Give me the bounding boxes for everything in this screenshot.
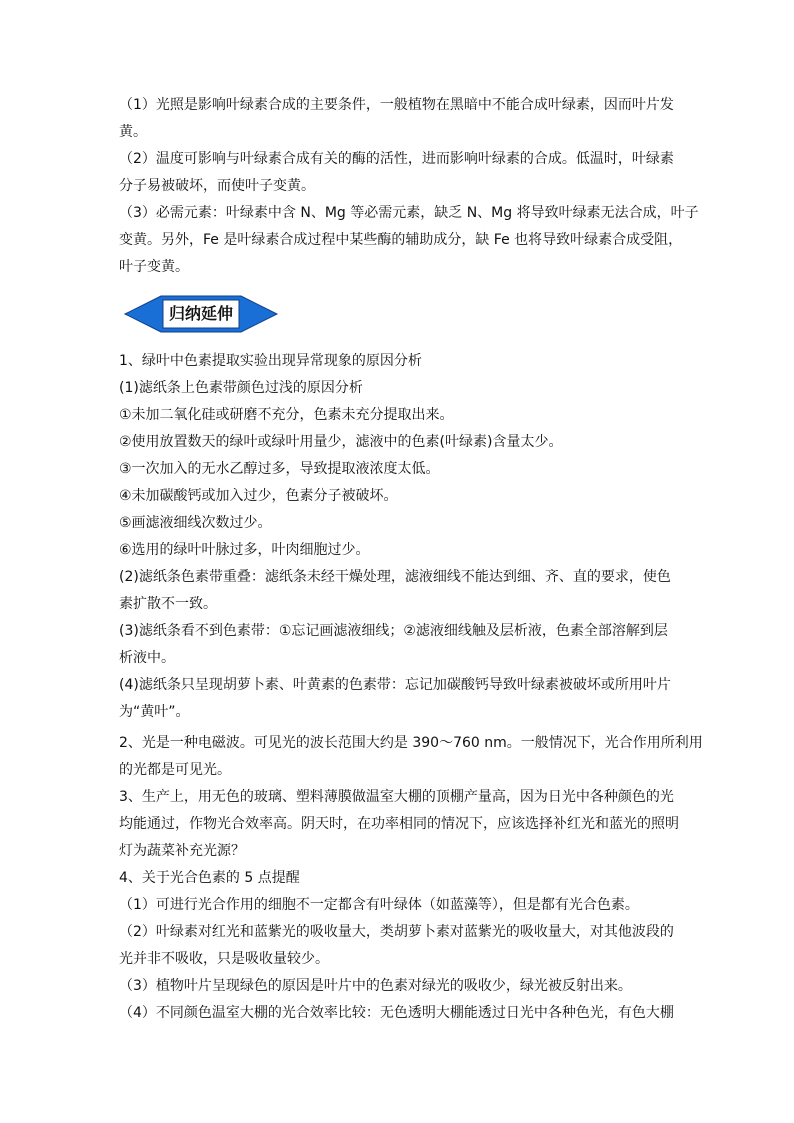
text-line: (1)滤纸条上色素带颜色过浅的原因分析 (119, 380, 363, 396)
text-line: (2)滤纸条色素带重叠：滤纸条未经干燥处理，滤液细线不能达到细、齐、直的要求，使色 (119, 569, 671, 585)
text-line: 2、光是一种电磁波。可见光的波长范围大约是 390～760 nm。一般情况下，光合作用所利用 (119, 735, 703, 751)
text-line: 叶子变黄。 (119, 259, 189, 275)
text-line: 1、绿叶中色素提取实验出现异常现象的原因分析 (119, 353, 422, 369)
text-line: ③一次加入的无水乙醇过多，导致提取液浓度太低。 (119, 461, 440, 477)
text-line: 分子易被破坏，而使叶子变黄。 (119, 178, 315, 194)
text-line: (4)滤纸条只呈现胡萝卜素、叶黄素的色素带：忘记加碳酸钙导致叶绿素被破坏或所用叶片 (119, 677, 671, 693)
text-line: （3）植物叶片呈现绿色的原因是叶片中的色素对绿光的吸收少，绿光被反射出来。 (119, 978, 632, 994)
text-line: （4）不同颜色温室大棚的光合效率比较：无色透明大棚能透过日光中各种色光，有色大棚 (119, 1005, 674, 1021)
banner-label: 归纳延伸 (168, 304, 233, 323)
text-line: （1）可进行光合作用的细胞不一定都含有叶绿体（如蓝藻等），但是都有光合色素。 (119, 897, 639, 913)
text-line: ⑤画滤液细线次数过少。 (119, 515, 272, 531)
text-line: 的光都是可见光。 (119, 762, 231, 778)
section-banner (123, 294, 279, 334)
text-line: 为“黄叶”。 (119, 704, 190, 720)
text-line: （2）叶绿素对红光和蓝紫光的吸收量大，类胡萝卜素对蓝紫光的吸收量大，对其他波段的 (119, 924, 674, 940)
text-line: ⑥选用的绿叶叶脉过多，叶肉细胞过少。 (119, 542, 370, 558)
text-line: ④未加碳酸钙或加入过少，色素分子被破坏。 (119, 488, 398, 504)
text-line: 均能通过，作物光合效率高。阴天时，在功率相同的情况下，应该选择补红光和蓝光的照明 (119, 816, 679, 832)
text-line: 变黄。另外，Fe 是叶绿素合成过程中某些酶的辅助成分，缺 Fe 也将导致叶绿素合成受阻， (119, 232, 683, 248)
text-line: （3）必需元素：叶绿素中含 N、Mg 等必需元素，缺乏 N、Mg 将导致叶绿素无法合成，叶子 (119, 205, 699, 221)
text-line: 析液中。 (119, 650, 175, 666)
text-line: 素扩散不一致。 (119, 596, 217, 612)
text-line: 灯为蔬菜补充光源？ (119, 843, 245, 859)
text-line: ①未加二氧化硅或研磨不充分，色素未充分提取出来。 (119, 407, 454, 423)
text-line: ②使用放置数天的绿叶或绿叶用量少，滤液中的色素(叶绿素)含量太少。 (119, 434, 563, 450)
text-line: （1）光照是影响叶绿素合成的主要条件，一般植物在黑暗中不能合成叶绿素，因而叶片发 (119, 97, 674, 113)
text-line: 3、生产上，用无色的玻璃、塑料薄膜做温室大棚的顶棚产量高，因为日光中各种颜色的光 (119, 789, 674, 805)
text-line: 光并非不吸收，只是吸收量较少。 (119, 951, 329, 967)
text-line: 黄。 (119, 124, 147, 140)
text-line: （2）温度可影响与叶绿素合成有关的酶的活性，进而影响叶绿素的合成。低温时，叶绿素 (119, 151, 674, 167)
text-line: 4、关于光合色素的 5 点提醒 (119, 870, 300, 886)
text-line: (3)滤纸条看不到色素带：①忘记画滤液细线；②滤液细线触及层析液，色素全部溶解到层 (119, 623, 668, 639)
